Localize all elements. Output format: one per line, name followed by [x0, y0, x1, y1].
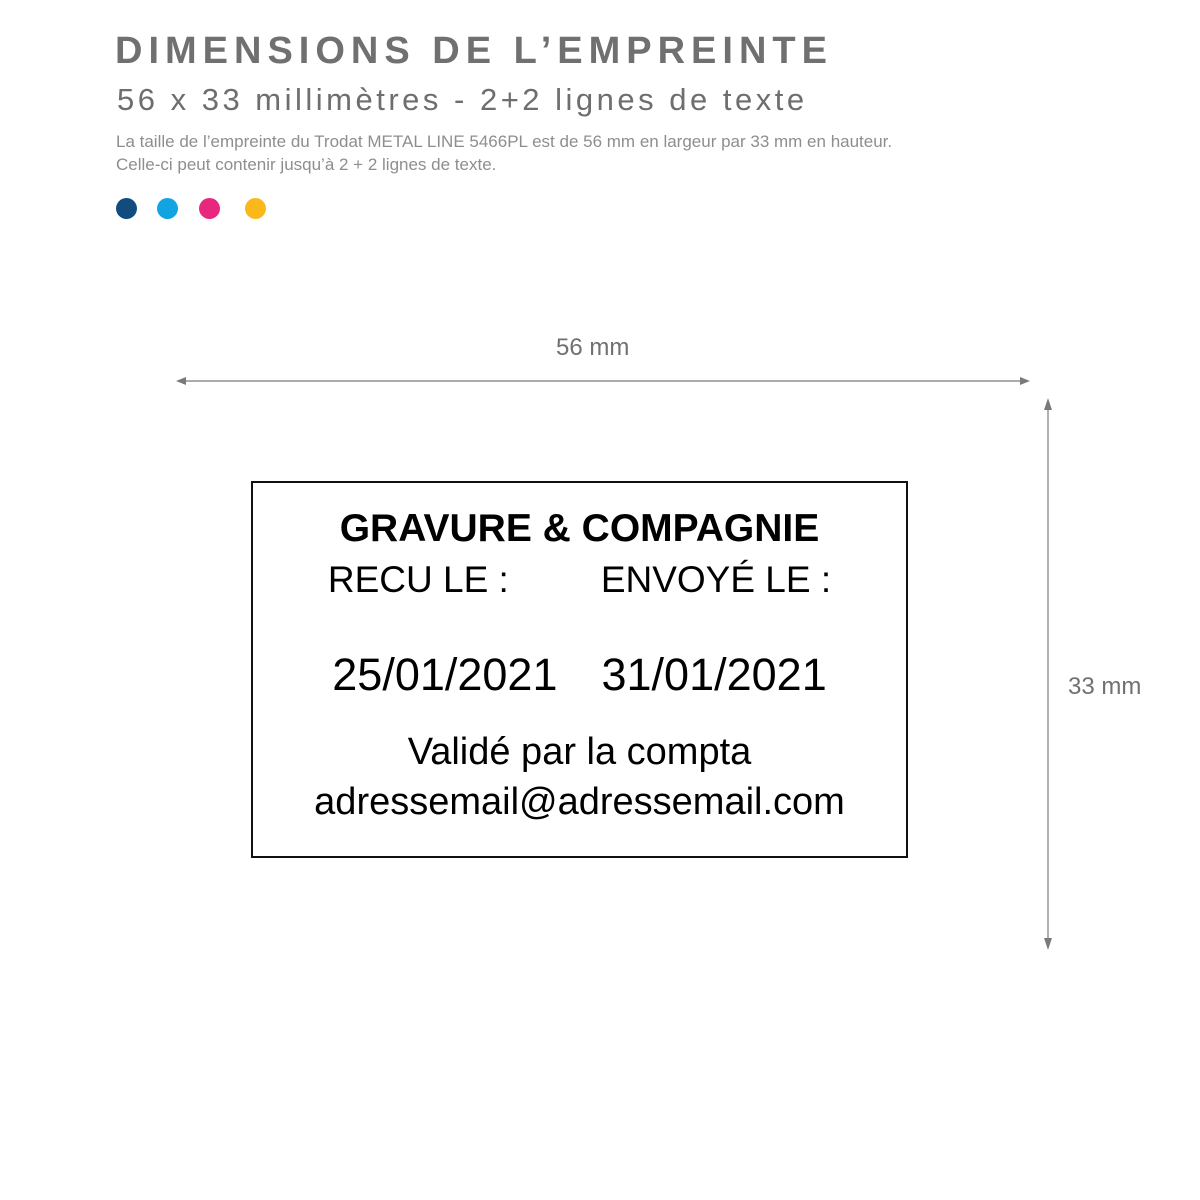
- page-subtitle: 56 x 33 millimètres - 2+2 lignes de texte: [117, 82, 808, 117]
- stamp-validated-text: Validé par la compta: [407, 731, 752, 773]
- height-dimension-label: 33 mm: [1068, 673, 1142, 700]
- stamp-imprint-preview: [251, 481, 908, 858]
- stamp-dates-row: [253, 649, 906, 701]
- stamp-date-labels-row: [253, 559, 906, 601]
- height-arrow: [1044, 398, 1052, 950]
- stamp-received-date: 25/01/2021: [332, 649, 558, 700]
- width-arrow: [176, 377, 1030, 385]
- stamp-received-label: RECU LE :: [327, 559, 509, 600]
- stamp-sent-date: 31/01/2021: [601, 649, 827, 700]
- stamp-company-name: GRAVURE & COMPAGNIE: [339, 507, 820, 550]
- description-line-2: Celle-ci peut contenir jusqu’à 2 + 2 lignes de texte.: [116, 155, 497, 174]
- stamp-email: adressemail@adressemail.com: [314, 781, 845, 823]
- description-line-1: La taille de l’empreinte du Trodat METAL LINE 5466PL est de 56 mm en largeur par 33 mm en hauteur.: [116, 132, 893, 151]
- stamp-sent-label: ENVOYÉ LE :: [600, 559, 832, 600]
- page-title: DIMENSIONS DE L’EMPREINTE: [115, 30, 833, 72]
- width-dimension-label: 56 mm: [556, 334, 630, 361]
